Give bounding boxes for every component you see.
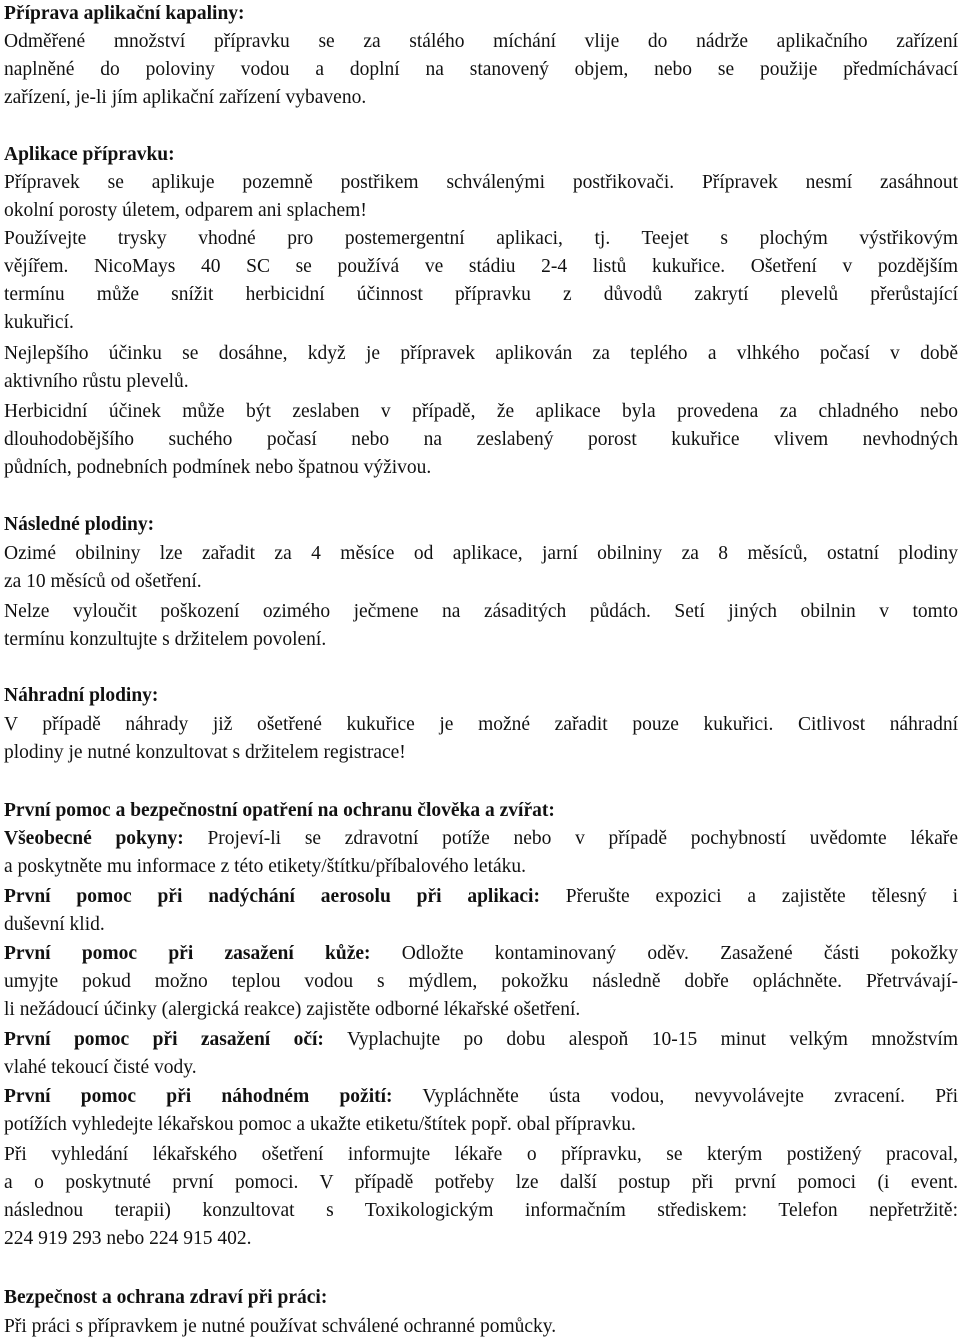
paragraph-line: kukuřicí. (4, 312, 74, 333)
paragraph-line-phone: 224 919 293 nebo 224 915 402. (4, 1228, 252, 1249)
paragraph-line: vějířem. NicoMays 40 SC se používá ve stádiu 2-4 listů kukuřice. Ošetření v pozdějším (4, 256, 958, 277)
label-skin: První pomoc při zasažení kůže: (4, 943, 371, 964)
paragraph-line: li nežádoucí účinky (alergická reakce) zajistěte odborné lékařské ošetření. (4, 999, 581, 1020)
paragraph-line: termínu může snížit herbicidní účinnost přípravku z důvodů zakrytí plevelů přerůstající (4, 284, 958, 305)
paragraph-line-skin (4, 940, 958, 968)
label-ingestion: První pomoc při náhodném požití: (4, 1086, 393, 1107)
paragraph-line: V případě náhrady již ošetřené kukuřice je možné zařadit pouze kukuřici. Citlivost náhradní (4, 714, 958, 735)
paragraph-line-ingestion (4, 1083, 958, 1111)
section-heading-application: Aplikace přípravku: (4, 144, 175, 165)
paragraph-line: potížích vyhledejte lékařskou pomoc a ukažte etiketu/štítek popř. obal přípravku. (4, 1114, 636, 1135)
paragraph-line: Odměřené množství přípravku se za stálého míchání vlije do nádrže aplikačního zařízení (4, 31, 958, 52)
paragraph-line: Při vyhledání lékařského ošetření informujte lékaře o přípravku, se kterým postižený pracoval, (4, 1144, 958, 1165)
paragraph-line: duševní klid. (4, 914, 105, 935)
paragraph-line: vlahé tekoucí čisté vody. (4, 1057, 197, 1078)
paragraph-line: Při práci s přípravkem je nutné používat schválené ochranné pomůcky. (4, 1316, 557, 1337)
label-eyes: První pomoc při zasažení očí: (4, 1029, 324, 1050)
label-general: Všeobecné pokyny: (4, 828, 184, 849)
paragraph-line: okolní porosty úletem, odparem ani splachem! (4, 200, 367, 221)
section-heading-first-aid: První pomoc a bezpečnostní opatření na ochranu člověka a zvířat: (4, 800, 555, 821)
paragraph-line: umyjte pokud možno teplou vodou s mýdlem, pokožku následně dobře opláchněte. Přetrvávají- (4, 971, 958, 992)
paragraph-line: aktivního růstu plevelů. (4, 371, 189, 392)
paragraph-line: Přípravek se aplikuje pozemně postřikem schválenými postřikovači. Přípravek nesmí zasáhnout (4, 172, 958, 193)
paragraph-line: Nejlepšího účinku se dosáhne, když je přípravek aplikován za teplého a vlhkého počasí v době (4, 343, 958, 364)
paragraph-line: Herbicidní účinek může být zeslaben v případě, že aplikace byla provedena za chladného nebo (4, 401, 958, 422)
label-inhalation: První pomoc při nadýchání aerosolu při aplikaci: (4, 886, 540, 907)
paragraph-line-eyes (4, 1026, 958, 1054)
paragraph-line: Používejte trysky vhodné pro postemergentní aplikaci, tj. Teejet s plochým výstřikovým (4, 228, 958, 249)
paragraph-line: půdních, podnebních podmínek nebo špatnou výživou. (4, 457, 432, 478)
paragraph-line: termínu konzultujte s držitelem povolení. (4, 629, 327, 650)
paragraph-line: Nelze vyloučit poškození ozimého ječmene na zásaditých půdách. Setí jiných obilnin v tomto (4, 601, 958, 622)
text-skin: Odložte kontaminovaný oděv. Zasažené části pokožky (370, 943, 958, 964)
paragraph-line-general (4, 825, 958, 853)
paragraph-line-inhalation (4, 883, 958, 911)
section-heading-work-safety: Bezpečnost a ochrana zdraví při práci: (4, 1287, 328, 1308)
text-eyes: Vyplachujte po dobu alespoň 10-15 minut velkým množstvím (323, 1029, 958, 1050)
paragraph-line: za 10 měsíců od ošetření. (4, 571, 202, 592)
paragraph-line: a poskytněte mu informace z této etikety/štítku/příbalového letáku. (4, 856, 527, 877)
paragraph-line: následnou terapii) konzultovat s Toxikologickým informačním střediskem: Telefon nepřetržitě: (4, 1200, 958, 1221)
paragraph-line: Ozimé obilniny lze zařadit za 4 měsíce od aplikace, jarní obilniny za 8 měsíců, ostatní plodiny (4, 543, 958, 564)
text-inhalation: Přerušte expozici a zajistěte tělesný i (539, 886, 958, 907)
paragraph-line: plodiny je nutné konzultovat s držitelem registrace! (4, 742, 406, 763)
paragraph-line: naplněné do poloviny vodou a doplní na stanovený objem, nebo se použije předmíchávací (4, 59, 958, 80)
section-heading-preparation: Příprava aplikační kapaliny: (4, 3, 245, 24)
text-general: Projeví-li se zdravotní potíže nebo v případě pochybností uvědomte lékaře (183, 828, 959, 849)
section-heading-replacement-crops: Náhradní plodiny: (4, 685, 159, 706)
paragraph-line: zařízení, je-li jím aplikační zařízení vybaveno. (4, 87, 367, 108)
paragraph-line: a o poskytnuté první pomoci. V případě potřeby lze další postup při první pomoci (i event. (4, 1172, 958, 1193)
text-ingestion: Vypláchněte ústa vodou, nevyvolávejte zvracení. Při (392, 1086, 958, 1107)
paragraph-line: dlouhodobějšího suchého počasí nebo na zeslabený porost kukuřice vlivem nevhodných (4, 429, 958, 450)
section-heading-following-crops: Následné plodiny: (4, 514, 155, 535)
